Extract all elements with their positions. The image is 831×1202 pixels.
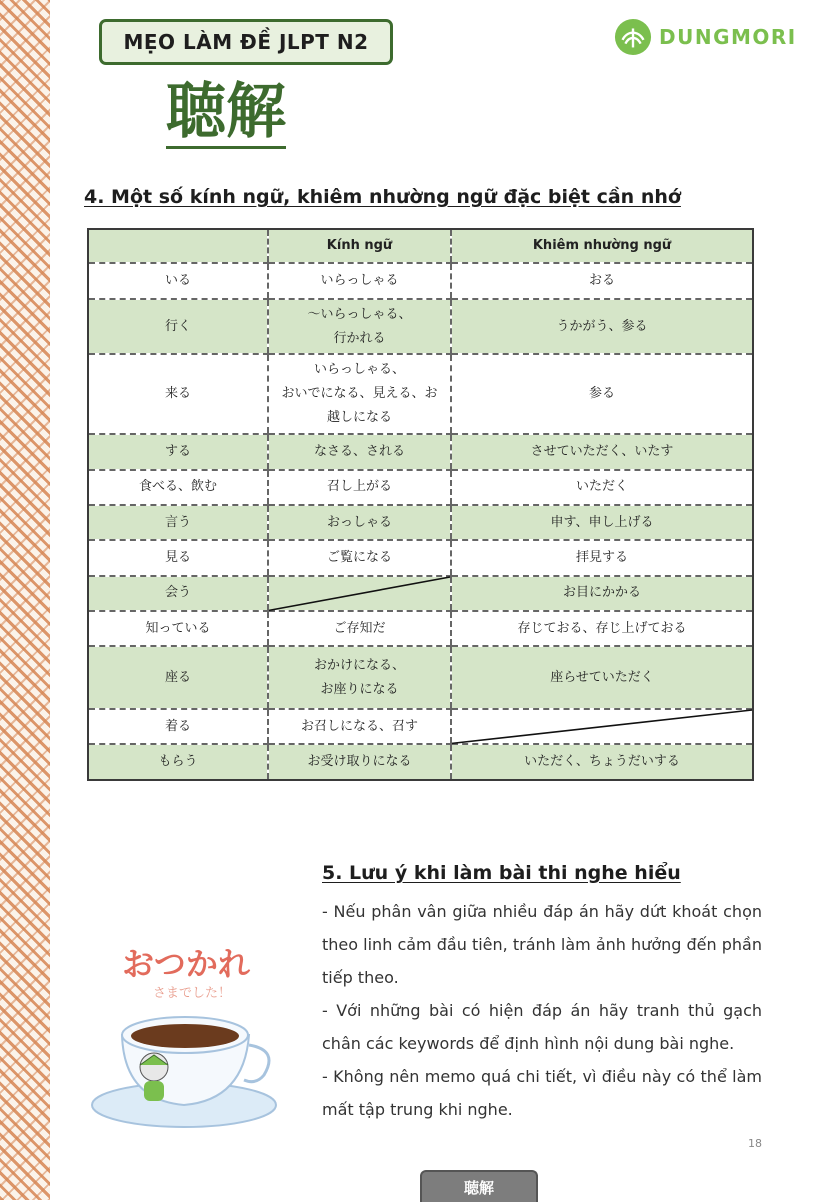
sonkeigo-cell-line: ご存知だ <box>333 620 386 636</box>
header-badge: MẸO LÀM ĐỀ JLPT N2 <box>99 19 393 65</box>
table-row <box>88 709 753 744</box>
tip-1: - Nếu phân vân giữa nhiều đáp án hãy dứt khoát chọn theo linh cảm đầu tiên, tránh làm ảnh hưởng đến phần tiếp theo. <box>322 902 762 987</box>
tip-3: - Không nên memo quá chi tiết, vì điều này có thể làm mất tập trung khi nghe. <box>322 1067 762 1119</box>
kenjougo-cell <box>451 744 753 780</box>
page-number: 18 <box>748 1137 762 1150</box>
sonkeigo-cell-line: 行かれる <box>333 330 386 346</box>
verb-cell: いる <box>88 263 268 298</box>
column-header: Khiêm nhường ngữ <box>451 229 753 263</box>
kenjougo-cell-line: いただく、ちょうだいする <box>524 754 680 770</box>
kenjougo-cell <box>451 470 753 505</box>
kenjougo-cell <box>451 299 753 355</box>
verb-cell: 見る <box>88 540 268 575</box>
brand-logo[interactable] <box>614 18 797 56</box>
column-header: Kính ngữ <box>268 229 451 263</box>
sonkeigo-cell-line: なさる、される <box>313 443 405 459</box>
sonkeigo-cell-line: いらっしゃる <box>320 273 399 289</box>
kenjougo-cell <box>451 505 753 540</box>
sonkeigo-cell-line: お受け取りになる <box>307 754 412 770</box>
otsukare-coffee-illustration <box>84 935 289 1140</box>
kenjougo-cell-line: おる <box>588 273 615 289</box>
table-row <box>88 576 753 611</box>
sonkeigo-cell <box>268 576 451 611</box>
sonkeigo-cell-line: 越しになる <box>326 410 392 426</box>
dungmori-logo-icon <box>614 18 652 56</box>
footer-section-tab[interactable]: 聴解 <box>420 1170 538 1202</box>
verb-cell: もらう <box>88 744 268 780</box>
verb-cell: 着る <box>88 709 268 744</box>
verb-cell: 食べる、飲む <box>88 470 268 505</box>
kenjougo-cell <box>451 709 753 744</box>
verb-cell: 会う <box>88 576 268 611</box>
kenjougo-cell <box>451 434 753 469</box>
kenjougo-cell-line: 申す、申し上げる <box>550 514 654 530</box>
verb-cell: 座る <box>88 646 268 709</box>
table-row <box>88 611 753 646</box>
illustration-subtitle: さまでした！ <box>152 986 232 1001</box>
kenjougo-cell <box>451 611 753 646</box>
verb-cell: 来る <box>88 354 268 434</box>
sonkeigo-cell <box>268 611 451 646</box>
table-row <box>88 646 753 709</box>
section4-heading: 4. Một số kính ngữ, khiêm nhường ngữ đặc biệt cần nhớ <box>84 186 681 208</box>
kenjougo-cell-line: 座らせていただく <box>550 669 654 685</box>
table-row <box>88 505 753 540</box>
kenjougo-cell-line: お目にかかる <box>562 585 641 601</box>
verb-cell: 言う <box>88 505 268 540</box>
verb-cell: 知っている <box>88 611 268 646</box>
table-row <box>88 434 753 469</box>
empty-cell-slash <box>452 710 752 743</box>
sonkeigo-cell <box>268 263 451 298</box>
sonkeigo-cell <box>268 299 451 355</box>
verb-cell: 行く <box>88 299 268 355</box>
kenjougo-cell-line: いただく <box>575 479 628 495</box>
sonkeigo-cell-line: お召しになる、召す <box>300 718 418 734</box>
table-header-row <box>88 229 753 263</box>
sonkeigo-cell-line: おかけになる、 <box>313 657 405 673</box>
column-header <box>88 229 268 263</box>
kenjougo-cell <box>451 540 753 575</box>
sonkeigo-cell <box>268 505 451 540</box>
brand-name: DUNGMORI <box>659 25 797 49</box>
kenjougo-cell <box>451 263 753 298</box>
table-row <box>88 299 753 355</box>
sonkeigo-cell <box>268 434 451 469</box>
sonkeigo-cell-line: 召し上がる <box>326 479 392 495</box>
kenjougo-cell-line: 拝見する <box>575 550 628 565</box>
kenjougo-cell-line: させていただく、いたす <box>530 443 674 459</box>
sonkeigo-cell <box>268 354 451 434</box>
keigo-table <box>87 228 754 781</box>
table-row <box>88 540 753 575</box>
sonkeigo-cell-line: いらっしゃる、 <box>313 362 405 378</box>
kenjougo-cell <box>451 576 753 611</box>
listening-tips <box>322 895 762 1126</box>
tip-2: - Với những bài có hiện đáp án hãy tranh thủ gạch chân các keywords để định hình nội dung bài nghe. <box>322 1001 762 1053</box>
sonkeigo-cell-line: おいでになる、見える、お <box>281 386 438 402</box>
kenjougo-cell-line: うかがう、参る <box>556 318 648 334</box>
verb-cell: する <box>88 434 268 469</box>
sonkeigo-cell-line: おっしゃる <box>326 514 392 530</box>
sonkeigo-cell <box>268 646 451 709</box>
table-row <box>88 354 753 434</box>
sonkeigo-cell <box>268 540 451 575</box>
sonkeigo-cell <box>268 470 451 505</box>
sonkeigo-cell <box>268 744 451 780</box>
sonkeigo-cell <box>268 709 451 744</box>
table-row <box>88 263 753 298</box>
section5-heading: 5. Lưu ý khi làm bài thi nghe hiểu <box>322 862 681 884</box>
page-title: 聴解 <box>166 77 286 147</box>
illustration-title: おつかれ <box>122 945 250 983</box>
sonkeigo-cell-line: ～いらっしゃる、 <box>307 306 412 322</box>
sonkeigo-cell-line: お座りになる <box>320 681 399 697</box>
kenjougo-cell <box>451 354 753 434</box>
table-row <box>88 744 753 780</box>
table-row <box>88 470 753 505</box>
kenjougo-cell-line: 存じておる、存じ上げておる <box>517 620 687 636</box>
decorative-border <box>0 0 50 1200</box>
empty-cell-slash <box>269 577 450 610</box>
kenjougo-cell <box>451 646 753 709</box>
kenjougo-cell-line: 参る <box>588 386 615 402</box>
sonkeigo-cell-line: ご覧になる <box>326 550 392 565</box>
